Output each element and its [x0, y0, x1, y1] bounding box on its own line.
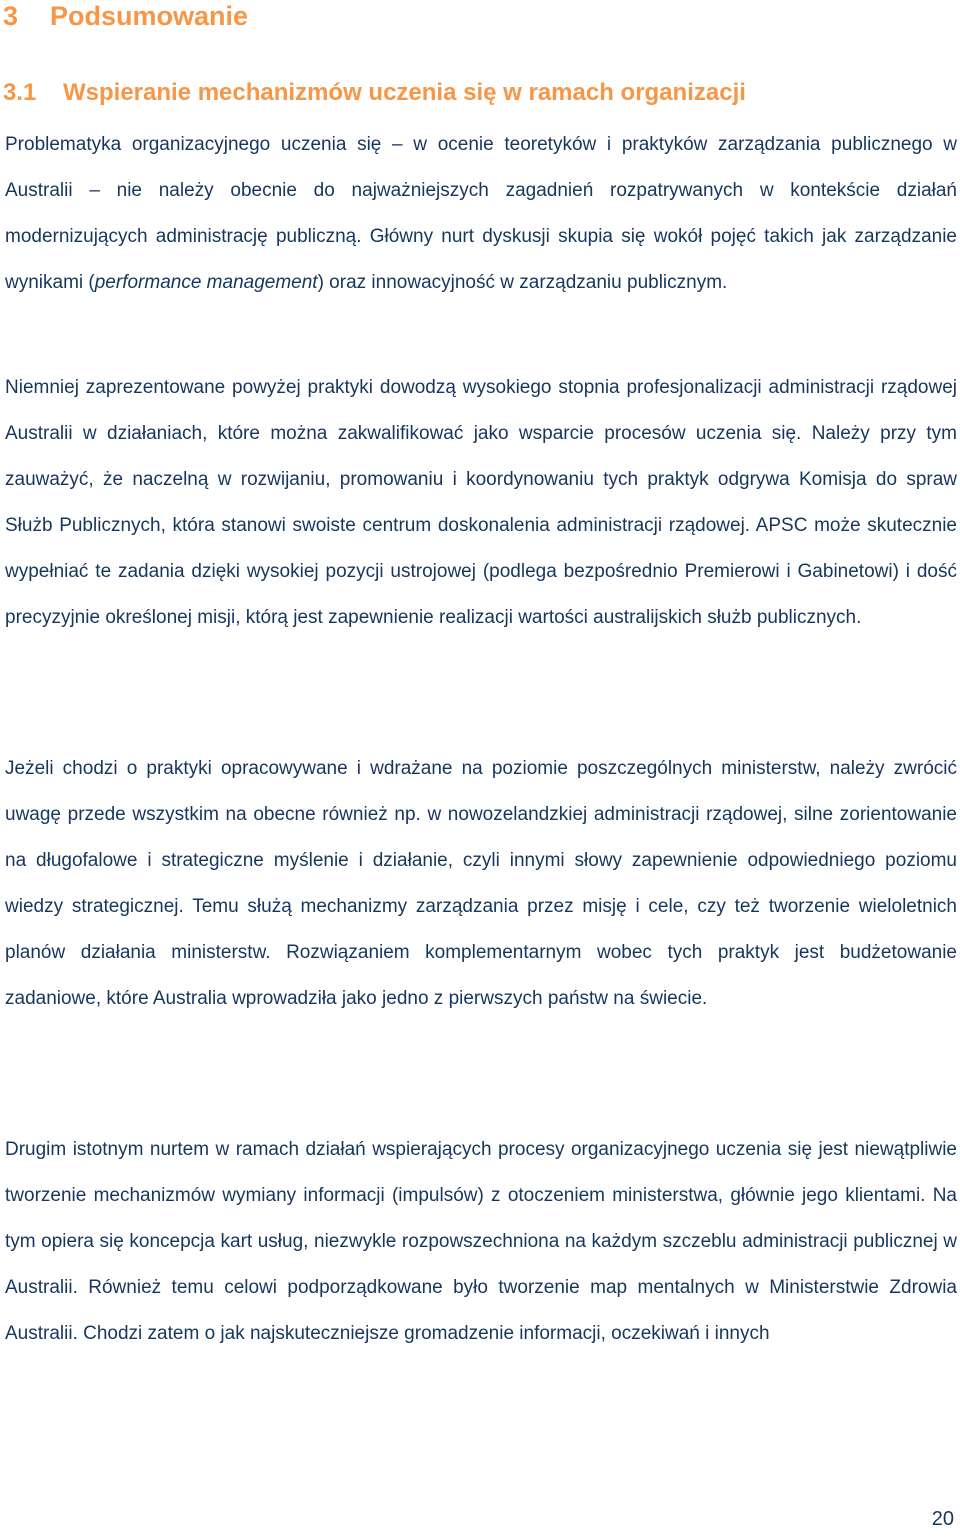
paragraph-3: Jeżeli chodzi o praktyki opracowywane i wdrażane na poziomie poszczególnych ministerstw, należy zwrócić uwagę przede wszystkim na obecne również np. w nowozelandzkiej administracji rządowej, silne zorientowanie na długofalowe i strategiczne myślenie i działanie, czyli innymi słowy zapewnienie odpowiedniego poziomu wiedzy strategicznej. Temu służą mechanizmy zarządzania przez misję i cele, czy też tworzenie wieloletnich planów działania ministerstw. Rozwiązaniem komplementarnym wobec tych praktyk jest budżetowanie zadaniowe, które Australia wprowadziła jako jedno z pierwszych państw na świecie. — [5, 758, 957, 1009]
subsection-number: 3.1 — [3, 79, 37, 106]
section-number: 3 — [3, 1, 19, 31]
page-number: 20 — [931, 1508, 954, 1530]
section-heading — [3, 0, 248, 34]
paragraph-1-text-end: ) oraz innowacyjność w zarządzaniu publicznym. — [317, 272, 728, 293]
paragraph-2: Niemniej zaprezentowane powyżej praktyki dowodzą wysokiego stopnia profesjonalizacji administracji rządowej Australii w działaniach, które można zakwalifikować jako wsparcie procesów uczenia się. Należy przy tym zauważyć, że naczelną w rozwijaniu, promowaniu i koordynowaniu tych praktyk odgrywa Komisja do spraw Służb Publicznych, która stanowi swoiste centrum doskonalenia administracji rządowej. APSC może skutecznie wypełniać te zadania dzięki wysokiej pozycji ustrojowej (podlega bezpośrednio Premierowi i Gabinetowi) i dość precyzyjnie określonej misji, którą jest zapewnienie realizacji wartości australijskich służb publicznych. — [5, 377, 957, 628]
subsection-title: Wspieranie mechanizmów uczenia się w ramach organizacji — [63, 79, 746, 106]
paragraph-4: Drugim istotnym nurtem w ramach działań wspierających procesy organizacyjnego uczenia się jest niewątpliwie tworzenie mechanizmów wymiany informacji (impulsów) z otoczeniem ministerstwa, głównie jego klientami. Na tym opiera się koncepcja kart usług, niezwykle rozpowszechniona na każdym szczeblu administracji publicznej w Australii. Również temu celowi podporządkowane było tworzenie map mentalnych w Ministerstwie Zdrowia Australii. Chodzi zatem o jak najskuteczniejsze gromadzenie informacji, oczekiwań i innych — [5, 1139, 957, 1344]
subsection-heading — [3, 76, 746, 110]
paragraph-1 — [5, 122, 957, 306]
paragraph-1-emphasis: performance management — [94, 272, 318, 293]
paragraph-1-text-start: Problematyka organizacyjnego uczenia się – w ocenie teoretyków i praktyków zarządzania publicznego w Australii – nie należy obecnie do najważniejszych zagadnień rozpatrywanych w kontekście działań modernizujących administrację publiczną. Główny nurt dyskusji skupia się wokół pojęć takich jak zarządzanie wynikami ( — [5, 134, 957, 293]
section-title: Podsumowanie — [50, 1, 249, 31]
